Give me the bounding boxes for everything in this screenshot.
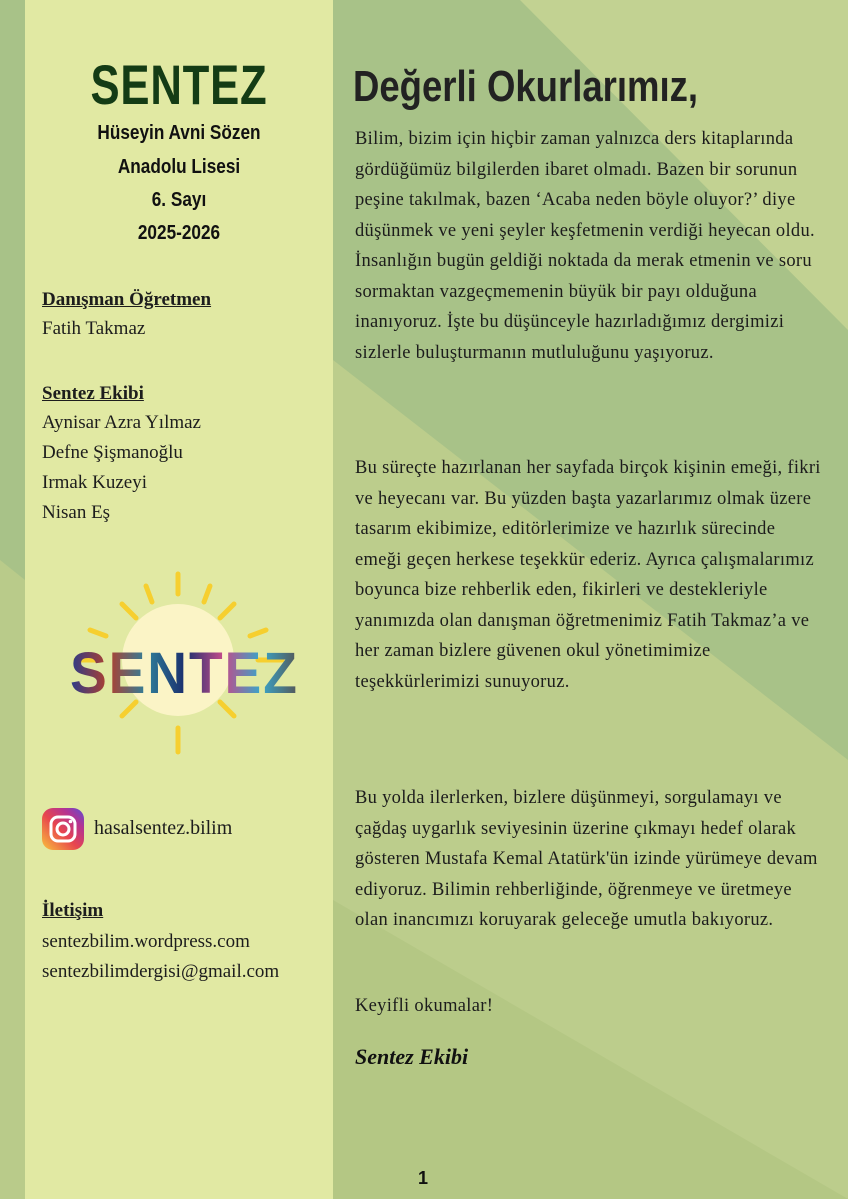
advisor-heading: Danışman Öğretmen <box>42 289 212 310</box>
instagram-handle[interactable]: hasalsentez.bilim <box>94 817 233 839</box>
page-title: Değerli Okurlarımız, <box>353 62 699 111</box>
school-name-line2: Anadolu Lisesi <box>117 156 241 178</box>
team-member: Aynisar Azra Yılmaz <box>42 412 201 433</box>
instagram-icon[interactable] <box>42 808 84 850</box>
team-member: Irmak Kuzeyi <box>42 472 147 493</box>
issue-year: 2025-2026 <box>137 222 221 244</box>
contact-heading: İletişim <box>42 900 104 921</box>
team-member: Nisan Eş <box>42 502 111 523</box>
issue-number: 6. Sayı <box>151 189 207 211</box>
contact-email[interactable]: sentezbilimdergisi@gmail.com <box>42 961 280 982</box>
paragraph: Bu süreçte hazırlanan her sayfada birçok kişinin emeği, fikri ve heyecanı var. Bu yüzden başta yazarlarımız olmak üzere tasarım ekibimize, editörlerimize ve hazırlık sürecinde emeği geçen herkese teşekkür ederiz. Ayrıca çalışmalarımız boyunca bize rehberlik eden, fikirleri ve destekleriyle yanımızda olan danışman öğretmenimiz Fatih Takmaz’a ve her zaman bizlere güvenen okul yönetimimize teşekkürlerimizi sunuyoruz. <box>355 458 821 692</box>
paragraph: Bu yolda ilerlerken, bizlere düşünmeyi, sorgulamayı ve çağdaş uygarlık seviyesinin üzerine çıkmayı hedef olarak gösteren Mustafa Kemal Atatürk'ün izinde yürümeye devam ediyoruz. Bilimin rehberliğinde, öğrenmeye ve üretmeye olan inancımızı koruyarak geleceğe umutla bakıyoruz. <box>355 788 818 930</box>
advisor-name: Fatih Takmaz <box>42 318 146 339</box>
page-number: 1 <box>418 1168 429 1188</box>
magazine-title: SENTEZ <box>90 53 268 116</box>
paragraph: Bilim, bizim için hiçbir zaman yalnızca ders kitaplarında gördüğümüz bilgilerden ibaret olmadı. Bazen bir sorunun peşine takılmak, bazen ‘Acaba neden böyle oluyor?’ diye düşünmek ve yeni şeyler keşfetmenin verdiği heyecan oldu. İnsanlığın bugün geldiği noktada da merak etmenin ve soru sormaktan vazgeçmemenin büyük bir payı olduğuna inanıyoruz. İşte bu düşünceyle hazırladığımız dergimizi sizlerle buluşturmanın mutluluğunu yaşıyoruz. <box>355 129 815 363</box>
sentez-logo: SENTEZ <box>70 641 299 706</box>
closing-line: Keyifli okumalar! <box>355 996 494 1016</box>
contact-website[interactable]: sentezbilim.wordpress.com <box>42 931 250 952</box>
team-member: Defne Şişmanoğlu <box>42 442 183 463</box>
school-name-line1: Hüseyin Avni Sözen <box>97 122 261 144</box>
team-heading: Sentez Ekibi <box>42 383 144 404</box>
signature: Sentez Ekibi <box>355 1044 469 1069</box>
